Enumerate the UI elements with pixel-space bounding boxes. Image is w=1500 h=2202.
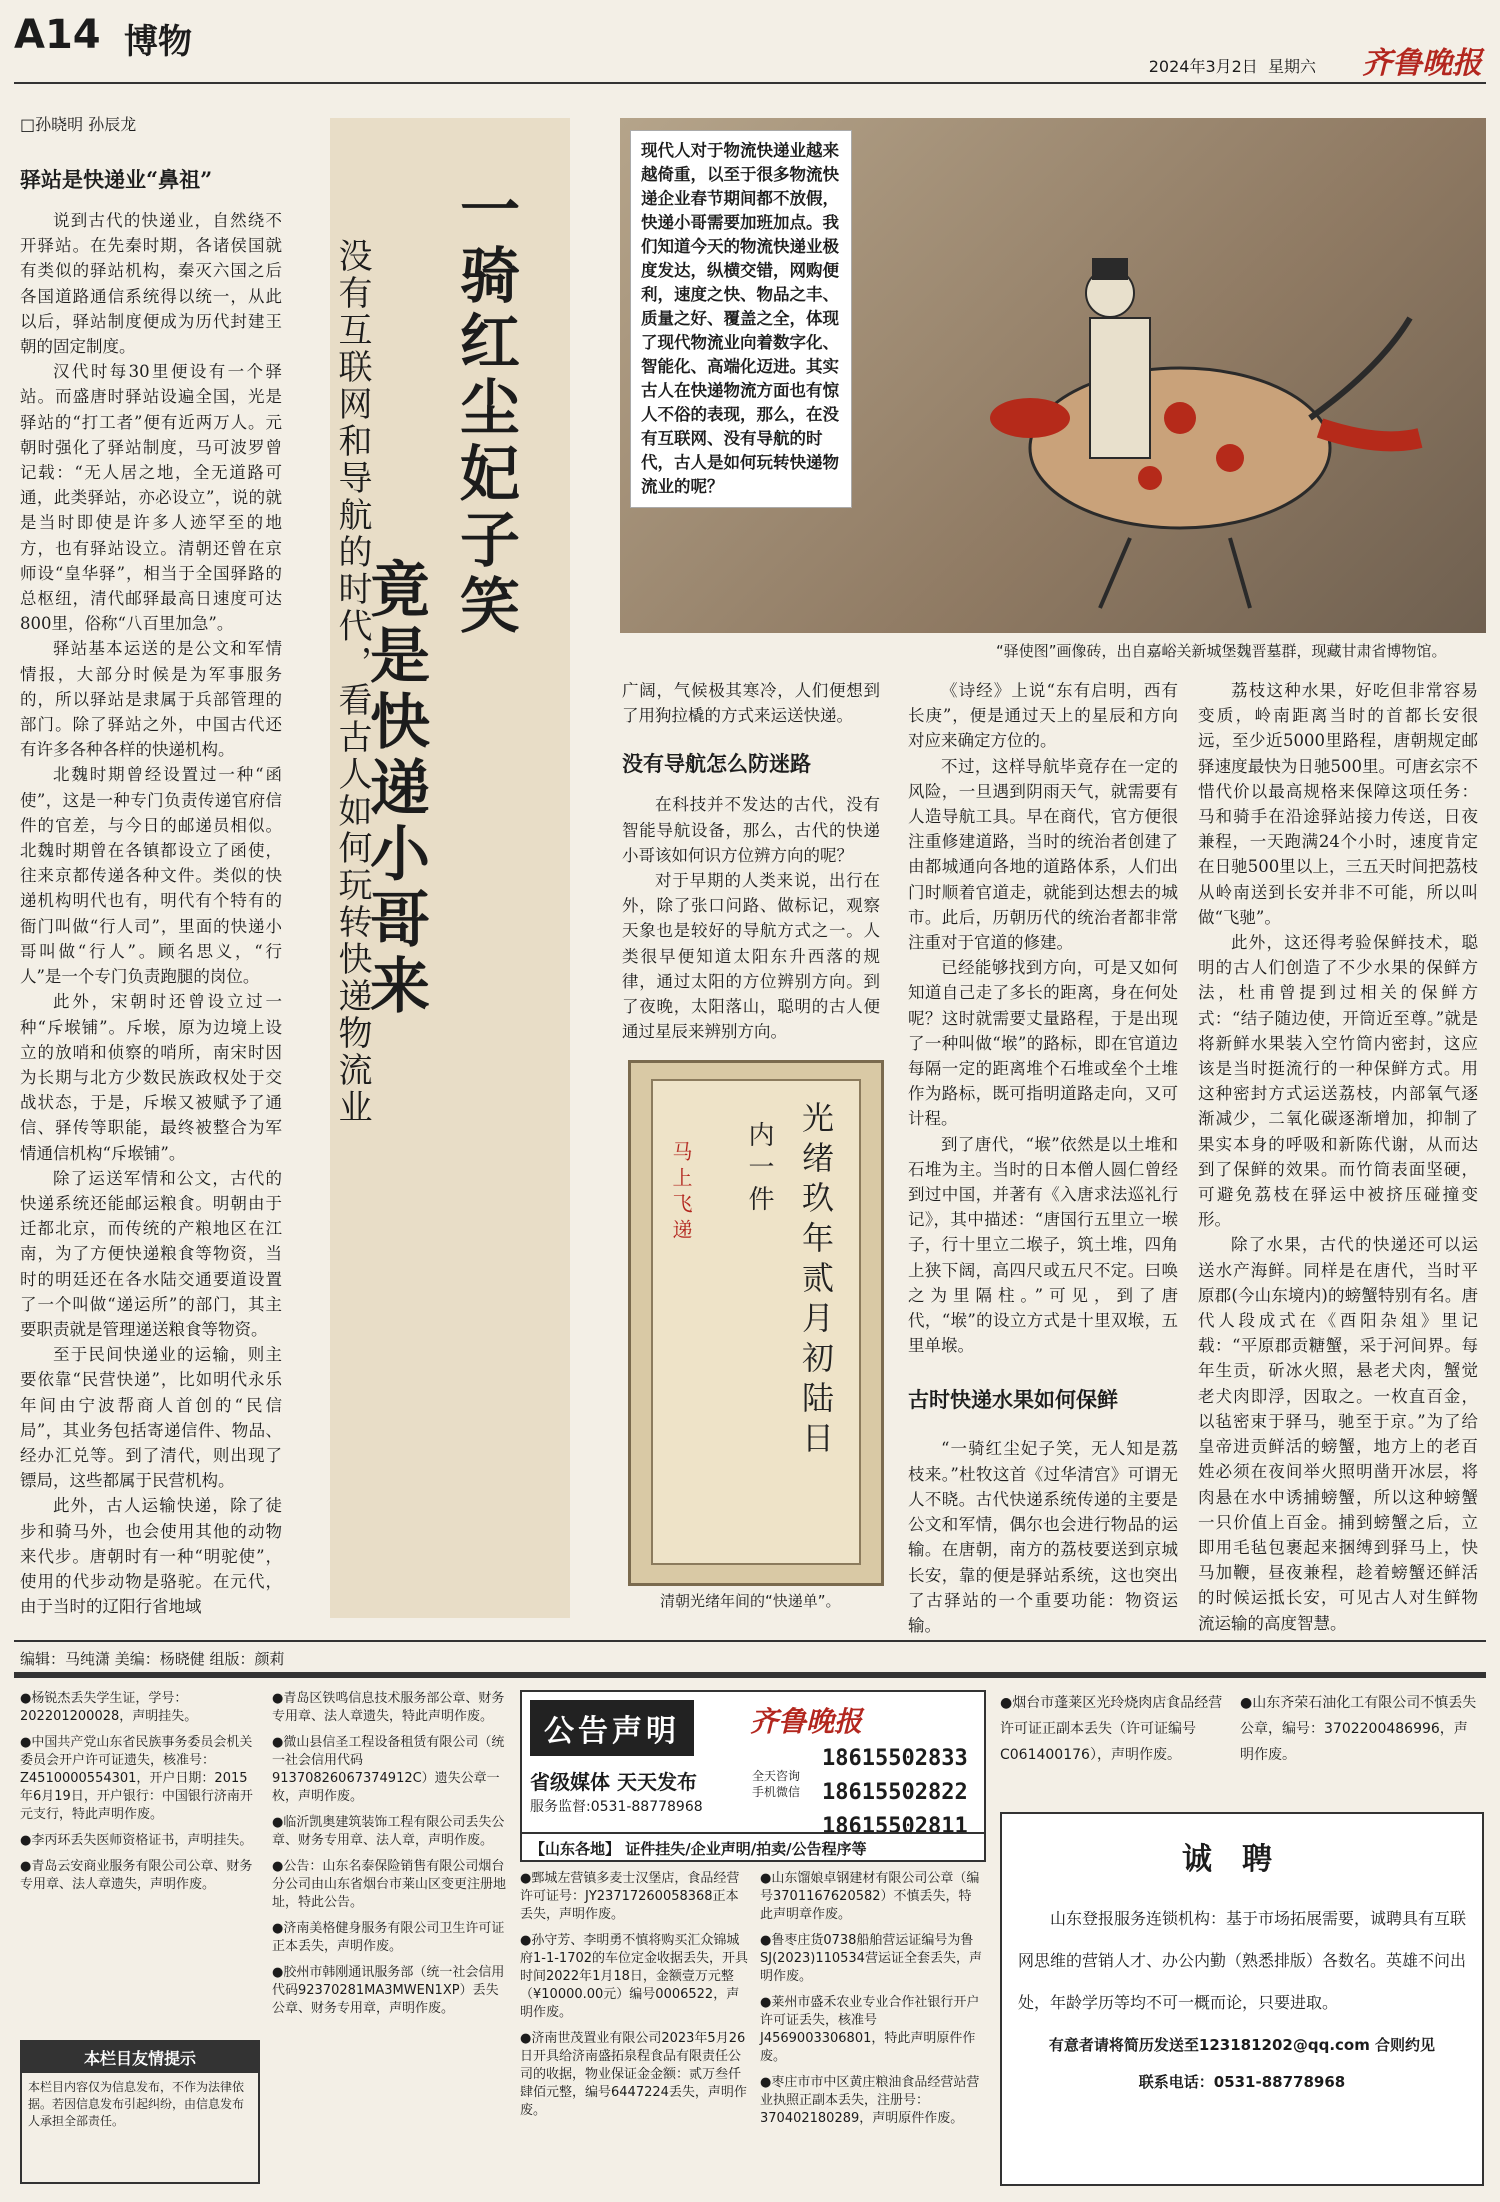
section-heading-2: 没有导航怎么防迷路 xyxy=(622,751,811,777)
slip-caption: 清朝光绪年间的“快递单”。 xyxy=(660,1592,841,1610)
ad-item: ●孙守芳、李明勇不慎将购买汇众锦城府1-1-1702的车位定金收据丢失，开具时间2022年1月18日，金额壹万元整（¥10000.00元）编号0006522，声明作废。 xyxy=(520,1933,749,2020)
recruit-contact: 有意者请将简历发送至123181202@qq.com 合则约见 xyxy=(1048,2036,1436,2054)
article-column-1 xyxy=(20,160,282,1630)
recruit-phone: 联系电话：0531-88778968 xyxy=(1138,2073,1346,2091)
ads-column-2 xyxy=(272,1690,507,2026)
ad-item: ●微山县信圣工程设备租赁有限公司（统一社会信用代码91370826067374912C）遗失公章一枚，声明作废。 xyxy=(272,1735,505,1804)
phone-number[interactable]: 18615502811 xyxy=(822,1814,968,1839)
notice-bar: 【山东各地】 证件挂失/企业声明/拍卖/公告程序等 xyxy=(522,1832,984,1863)
section-heading-3: 古时快递水果如何保鲜 xyxy=(908,1387,1118,1413)
paragraph: 《诗经》上说“东有启明，西有长庚”，便是通过天上的星辰和方向对应来确定方位的。 xyxy=(908,681,1178,751)
ad-item-col5b: ●山东齐荣石油化工有限公司不慎丢失公章，编号：3702200486996，声明作废。 xyxy=(1240,1695,1477,1763)
headline-line-1: 一骑红尘妃子笑 xyxy=(450,178,520,640)
ad-item: ●青岛云安商业服务有限公司公章、财务专用章、法人章遗失，声明作废。 xyxy=(20,1859,253,1892)
friendly-notice-box xyxy=(20,2040,260,2184)
notice-title: 公告声明 xyxy=(530,1700,694,1756)
phone-number[interactable]: 18615502833 xyxy=(822,1746,968,1771)
headline-line-2: 竟是快递小哥来 xyxy=(360,558,430,1020)
paragraph: 不过，这样导航毕竟存在一定的风险，一旦遇到阴雨天气，就需要有人造导航工具。早在商代，官方便很注重修建道路，当时的统治者创建了由都城通向各地的道路体系，人们出门时顺着官道走，就能到达想去的城市。此后，历朝历代的统治者都非常注重对于官道的修建。 xyxy=(908,756,1178,953)
ad-item: ●临沂凯奥建筑装饰工程有限公司丢失公章、财务专用章、法人章，声明作废。 xyxy=(272,1815,505,1848)
ad-item: ●公告：山东名泰保险销售有限公司烟台分公司由山东省烟台市莱山区变更注册地址，特此公告。 xyxy=(272,1859,507,1910)
ads-column-1 xyxy=(20,1690,260,1902)
ad-item: ●莱州市盛禾农业专业合作社银行开户许可证丢失，核准号J4569003306801，特此声明原件作废。 xyxy=(760,1995,980,2064)
ad-item: ●鲁枣庄货0738船舶营运证编号为鲁SJ(2023)110534营运证全套丢失，声明作废。 xyxy=(760,1933,982,1984)
paragraph: 此外，这还得考验保鲜技术，聪明的古人们创造了不少水果的保鲜方法，杜甫曾提到过相关的保鲜方式：“结子随边使，开筒近至尊。”就是将新鲜水果装入空竹筒内密封，这应该是当时挺流行的一种保鲜方式。用这种密封方式运送荔枝，内部氧气逐渐减少，二氧化碳逐渐增加，抑制了果实本身的呼吸和新陈代谢，从而达到了保鲜的效果。而竹筒表面坚硬，可避免荔枝在驿运中被挤压碰撞变形。 xyxy=(1198,933,1478,1230)
paragraph: 至于民间快递业的运输，则主要依靠“民营快递”，比如明代永乐年间由宁波帮商人首创的“民信局”，其业务包括寄递信件、物品、经办汇兑等。到了清代，则出现了镖局，这些都属于民营机构。 xyxy=(20,1345,282,1491)
slip-item: 内一件 xyxy=(744,1121,774,1217)
paragraph: “一骑红尘妃子笑，无人知是荔枝来。”杜牧这首《过华清宫》可谓无人不晓。古代快递系统传递的主要是公文和军情，偶尔也会进行物品的运输。在唐朝，南方的荔枝要送到京城长安，靠的便是驿站系统，这也突出了古驿站的一个重要功能：物资运输。 xyxy=(908,1439,1178,1635)
paragraph: 此外，宋朝时还曾设立过一种“斥堠铺”。斥堠，原为边境上设立的放哨和侦察的哨所，南宋时因为长期与北方少数民族政权处于交战状态，于是，斥堠又被赋予了通信、驿传等职能，最终被整合为军情通信机构“斥堠铺”。 xyxy=(20,992,282,1163)
paragraph: 荔枝这种水果，好吃但非常容易变质，岭南距离当时的首都长安很远，至少近5000里路程，唐朝规定邮驿速度最快为日驰500里。可唐玄宗不惜代价以最高规格来保障这项任务：马和骑手在沿途驿站接力传送，日夜兼程，一天跑满24个小时，速度肯定在日驰500里以上，三五天时间把荔枝从岭南送到长安并非不可能，所以叫做“飞驰”。 xyxy=(1198,681,1478,927)
ad-item: ●济南世茂置业有限公司2023年5月26日开具给济南盛拓泉程食品有限责任公司的收据，物业保证金金额：贰万叁仟肆佰元整，编号6447224丢失，声明作废。 xyxy=(520,2031,747,2118)
article-column-3 xyxy=(908,678,1178,1638)
notice-hotline: 服务监督:0531-88778968 xyxy=(530,1799,703,1815)
paragraph: 说到古代的快递业，自然绕不开驿站。在先秦时期，各诸侯国就有类似的驿站机构，秦灭六国之后各国道路通信系统得以统一，从此以后，驿站制度便成为历代封建王朝的固定制度。 xyxy=(20,211,282,357)
footer-divider xyxy=(14,1640,1486,1642)
newspaper-logo: 齐鲁晚报 xyxy=(1362,46,1482,81)
ads-column-4 xyxy=(760,1870,982,2136)
recruit-text: 山东登报服务连锁机构：基于市场拓展需要，诚聘具有互联网思维的营销人才、办公内勤（熟悉排版）各数名。英雄不问出处，年龄学历等均不可一概而论，只要进取。 xyxy=(1018,1909,1467,2012)
friendly-notice-text: 本栏目内容仅为信息发布，不作为法律依据。若因信息发布引起纠纷，由信息发布人承担全部责任。 xyxy=(28,2080,245,2128)
slip-stamp: 马上飞递 xyxy=(669,1141,693,1245)
notice-side-text: 全天咨询 手机微信 xyxy=(752,1769,801,1799)
article-column-2 xyxy=(622,678,880,1044)
ads-divider xyxy=(14,1672,1486,1678)
express-slip xyxy=(651,1079,861,1565)
paragraph: 到了唐代，“堠”依然是以土堆和石堆为主。当时的日本僧人圆仁曾经到过中国，并著有《入唐求法巡礼行记》，其中描述：“唐国行五里立一堠子，行十里立二堠子，筑土堆，四角上狭下阔，高四尺或五尺不定。曰唤之为里隔柱。”可见，到了唐代，“堠”的设立方式是十里双堠，五里单堠。 xyxy=(908,1134,1178,1356)
ad-item: ●青岛区铁鸣信息技术服务部公章、财务专用章、法人章遗失，特此声明作废。 xyxy=(272,1691,505,1724)
paragraph: 已经能够找到方向，可是又如何知道自己走了多长的距离，身在何处呢？这时就需要丈量路程，于是出现了一种叫做“堠”的路标，即在官道边每隔一定的距离堆个石堆或垒个土堆作为路标，既可指明道路走向，又可计程。 xyxy=(908,958,1178,1129)
section-heading-1: 驿站是快递业“鼻祖” xyxy=(20,167,213,192)
ad-item: ●李丙环丢失医师资格证书，声明挂失。 xyxy=(20,1833,253,1848)
notice-ad-box xyxy=(520,1690,986,1862)
ads-column-3 xyxy=(520,1870,748,2128)
ad-item-col5a: ●烟台市蓬莱区光玲烧肉店食品经营许可证正副本丢失（许可证编号C061400176），声明作废。 xyxy=(1000,1695,1223,1763)
ad-item: ●杨锐杰丢失学生证，学号：202201200028，声明挂失。 xyxy=(20,1691,198,1724)
paragraph: 汉代时每30里便设有一个驿站。而盛唐时驿站设遍全国，光是驿站的“打工者”便有近两万人。元朝时强化了驿站制度，马可波罗曾记载：“无人居之地，全无道路可通，此类驿站，亦必设立”，说的就是当时即使是许多人迹罕至的地方，也有驿站设立。清朝还曾在京师设“皇华驿”，相当于全国驿路的总枢纽，清代邮驿最高日速度可达800里，俗称“八百里加急”。 xyxy=(20,362,282,634)
phone-list xyxy=(822,1742,968,1844)
photo-caption: “驿使图”画像砖，出自嘉峪关新城堡魏晋墓群，现藏甘肃省博物馆。 xyxy=(996,642,1447,660)
ad-item: ●鄄城左营镇多麦士汉堡店，食品经营许可证号：JY23717260058368正本丢失，声明作废。 xyxy=(520,1871,740,1922)
paragraph: 在科技并不发达的古代，没有智能导航设备，那么，古代的快递小哥该如何识方位辨方向的呢？ xyxy=(622,795,880,865)
recruit-title: 诚聘 xyxy=(1182,1842,1302,1877)
phone-number[interactable]: 18615502822 xyxy=(822,1780,968,1805)
friendly-notice-title: 本栏目友情提示 xyxy=(22,2042,258,2073)
subheadline: 没有互联网和导航的时代，看古人如何玩转快递物流业 xyxy=(332,238,372,1126)
section-name: 博物 xyxy=(124,22,192,62)
paragraph: 驿站基本运送的是公文和军情情报，大部分时候是为军事服务的，所以驿站是隶属于兵部管理的部门。除了驿站之外，中国古代还有许多各种各样的快递机构。 xyxy=(20,639,282,760)
header-date: 2024年3月2日 星期六 xyxy=(1148,57,1316,76)
paragraph: 除了运送军情和公文，古代的快递系统还能邮运粮食。明朝由于迁都北京，而传统的产粮地区在江南，为了方便快递粮食等物资，当时的明廷还在各水陆交通要道设置了一个叫做“递运所”的部门，其主要职责就是管理递送粮食等物资。 xyxy=(20,1168,282,1339)
ad-item: ●胶州市韩刚通讯服务部（统一社会信用代码92370281MA3MWEN1XP）丢失公章、财务专用章，声明作废。 xyxy=(272,1965,505,2016)
slip-date: 光绪玖年贰月初陆日 xyxy=(797,1101,835,1461)
paragraph: 对于早期的人类来说，出行在外，除了张口问路、做标记，观察天象也是较好的导航方式之一。人类很早便知道太阳东升西落的规律，通过太阳的方位辨别方向。到了夜晚，太阳落山，聪明的古人便通过星辰来辨别方向。 xyxy=(622,871,880,1042)
notice-logo: 齐鲁晚报 xyxy=(750,1705,863,1738)
ad-item: ●中国共产党山东省民族事务委员会机关委员会开户许可证遗失，核准号：Z4510000554301，开户日期：2015年6月19日，开户银行：中国银行济南开元支行，特此声明作废。 xyxy=(20,1735,253,1822)
paragraph: 北魏时期曾经设置过一种“函使”，这是一种专门负责传递官府信件的官差，与今日的邮递员相似。北魏时期曾在各镇都设立了函使，往来京都传递各种文件。类似的快递机构明代也有，明代有个特有的衙门叫做“行人司”，里面的快递小哥叫做“行人”。顾名思义，“行人”是一个专门负责跑腿的岗位。 xyxy=(20,765,282,987)
paragraph: 广阔，气候极其寒冷，人们便想到了用狗拉橇的方式来运送快递。 xyxy=(622,681,880,726)
headline-band xyxy=(330,118,570,1618)
page-number: A14 xyxy=(14,12,101,58)
paragraph: 此外，古人运输快递，除了徒步和骑马外，也会使用其他的动物来代步。唐朝时有一种“明驼使”，使用的代步动物是骆驼。在元代，由于当时的辽阳行省地域 xyxy=(20,1496,282,1617)
paragraph: 除了水果，古代的快递还可以运送水产海鲜。同样是在唐代，当时平原郡(今山东境内)的螃蟹特别有名。唐代人段成式在《酉阳杂俎》里记载：“平原郡贡糖蟹，采于河间界。每年生贡，斫冰火照，悬老犬肉，蟹觉老犬肉即浮，因取之。一枚直百金，以毡密束于驿马，驰至于京。”为了给皇帝进贡鲜活的螃蟹，地方上的老百姓必须在夜间举火照明凿开冰层，将肉悬在水中诱捕螃蟹，所以这种螃蟹一只价值上百金。捕到螃蟹之后，立即用毛毡包裹起来捆缚到驿马上，快马加鞭，昼夜兼程，趁着螃蟹还鲜活的时候运抵长安，可见古人对生鲜物流运输的高度智慧。 xyxy=(1198,1235,1478,1633)
byline: □孙晓明 孙辰龙 xyxy=(20,115,137,134)
article-column-4 xyxy=(1198,678,1478,1636)
ad-item: ●山东馏娘卓钢建材有限公司公章（编号3701167620582）不慎丢失，特此声明章作废。 xyxy=(760,1871,980,1922)
intro-text: 现代人对于物流快递业越来越倚重，以至于很多物流快递企业春节期间都不放假，快递小哥需要加班加点。我们知道今天的物流快递业极度发达，纵横交错，网购便利，速度之快、物品之丰、质量之好、覆盖之全，体现了现代物流业向着数字化、智能化、高端化迈进。其实古人在快递物流方面也有惊人不俗的表现，那么，在没有互联网、没有导航的时代，古人是如何玩转快递物流业的呢？ xyxy=(630,130,852,508)
ad-item: ●枣庄市市中区黄庄粮油食品经营站营业执照正副本丢失，注册号：370402180289，声明原件作废。 xyxy=(760,2075,980,2126)
recruit-box xyxy=(1000,1812,1484,2186)
ad-item: ●济南美格健身服务有限公司卫生许可证正本丢失，声明作废。 xyxy=(272,1921,505,1954)
page-header xyxy=(14,10,1486,84)
notice-slogan: 省级媒体 天天发布 xyxy=(530,1770,697,1794)
editor-credits: 编辑：马纯潇 美编：杨晓健 组版：颜莉 xyxy=(20,1650,285,1668)
express-slip-image xyxy=(628,1060,884,1586)
